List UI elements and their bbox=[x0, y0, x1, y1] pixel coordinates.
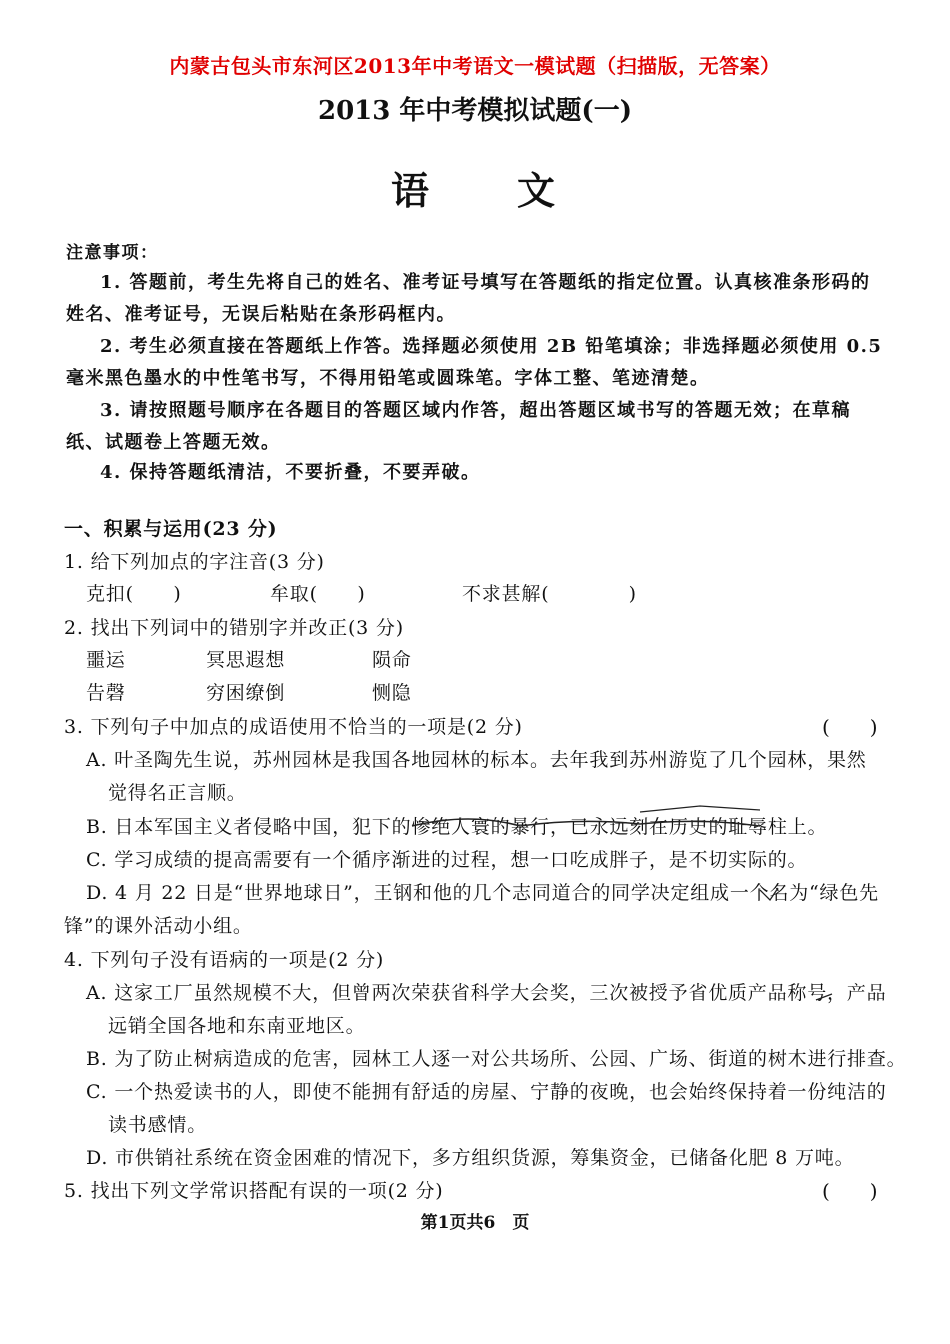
q2-word: 恻隐 bbox=[372, 682, 412, 704]
notice-line: 毫米黑色墨水的中性笔书写，不得用铅笔或圆珠笔。字体工整、笔迹清楚。 bbox=[66, 368, 710, 389]
q1-item: 不求甚解( ) bbox=[462, 583, 637, 605]
exam-title: 2013 年中考模拟试题(一) bbox=[317, 96, 633, 126]
q2-word: 穷困缭倒 bbox=[206, 682, 286, 704]
answer-blank: ( ) bbox=[822, 715, 878, 739]
q2-word: 告磬 bbox=[86, 682, 126, 704]
q2-word: 冥思遐想 bbox=[206, 649, 286, 671]
question-4-stem: 4. 下列句子没有语病的一项是(2 分) bbox=[64, 949, 385, 971]
notice-line: 1. 答题前，考生先将自己的姓名、准考证号填写在答题纸的指定位置。认真核准条形码的 bbox=[100, 272, 871, 293]
q3-option-a: A. 叶圣陶先生说，苏州园林是我国各地园林的标本。去年我到苏州游览了几个园林，果然 bbox=[86, 749, 867, 771]
answer-blank: ( ) bbox=[822, 1179, 878, 1203]
q1-item: 牟取( ) bbox=[270, 583, 366, 605]
question-1-stem: 1. 给下列加点的字注音(3 分) bbox=[64, 551, 325, 573]
q1-item: 克扣( ) bbox=[86, 583, 182, 605]
section-heading: 一、积累与运用(23 分) bbox=[64, 518, 278, 540]
q3-option-d-cont: 锋”的课外活动小组。 bbox=[64, 915, 253, 937]
q3-option-d: D. 4 月 22 日是“世界地球日”，王钢和他的几个志同道合的同学决定组成一个名为“绿色先 bbox=[86, 882, 879, 904]
question-3-stem: 3. 下列句子中加点的成语使用不恰当的一项是(2 分) bbox=[64, 716, 523, 738]
document-source-header: 内蒙古包头市东河区2013年中考语文一模试题（扫描版，无答案） bbox=[169, 54, 781, 78]
q4-option-a: A. 这家工厂虽然规模不大，但曾两次荣获省科学大会奖，三次被授予省优质产品称号，产品 bbox=[86, 982, 887, 1004]
notice-line: 3. 请按照题号顺序在各题目的答题区域内作答，超出答题区域书写的答题无效；在草稿 bbox=[100, 400, 852, 421]
q4-option-d: D. 市供销社系统在资金困难的情况下，多方组织货源，筹集资金，已储备化肥 8 万吨。 bbox=[86, 1147, 855, 1169]
question-5-stem: 5. 找出下列文学常识搭配有误的一项(2 分) bbox=[64, 1180, 444, 1202]
subject-title: 语 文 bbox=[390, 168, 559, 213]
notice-heading: 注意事项： bbox=[66, 243, 159, 263]
notice-line: 纸、试题卷上答题无效。 bbox=[66, 432, 281, 453]
q2-word: 噩运 bbox=[86, 649, 126, 671]
q3-option-b: B. 日本军国主义者侵略中国，犯下的惨绝人寰的暴行，已永远刻在历史的耻辱柱上。 bbox=[86, 816, 828, 838]
q4-option-b: B. 为了防止树病造成的危害，园林工人逐一对公共场所、公园、广场、街道的树木进行排查。 bbox=[86, 1048, 907, 1070]
question-2-stem: 2. 找出下列词中的错别字并改正(3 分) bbox=[64, 617, 404, 639]
q3-option-a-cont: 觉得名正言顺。 bbox=[108, 782, 247, 804]
notice-line: 2. 考生必须直接在答题纸上作答。选择题必须使用 2B 铅笔填涂；非选择题必须使用 0.5 bbox=[100, 336, 883, 357]
q4-option-c-cont: 读书感情。 bbox=[108, 1114, 208, 1136]
page-number: 第1页共6 页 bbox=[420, 1213, 530, 1233]
q4-option-a-cont: 远销全国各地和东南亚地区。 bbox=[108, 1015, 366, 1037]
q2-word: 陨命 bbox=[372, 649, 412, 671]
notice-line: 4. 保持答题纸清洁，不要折叠，不要弄破。 bbox=[100, 462, 481, 483]
q3-option-c: C. 学习成绩的提高需要有一个循序渐进的过程，想一口吃成胖子，是不切实际的。 bbox=[86, 849, 808, 871]
q4-option-c: C. 一个热爱读书的人，即使不能拥有舒适的房屋、宁静的夜晚，也会始终保持着一份纯洁的 bbox=[86, 1081, 887, 1103]
notice-line: 姓名、准考证号，无误后粘贴在条形码框内。 bbox=[66, 304, 456, 325]
